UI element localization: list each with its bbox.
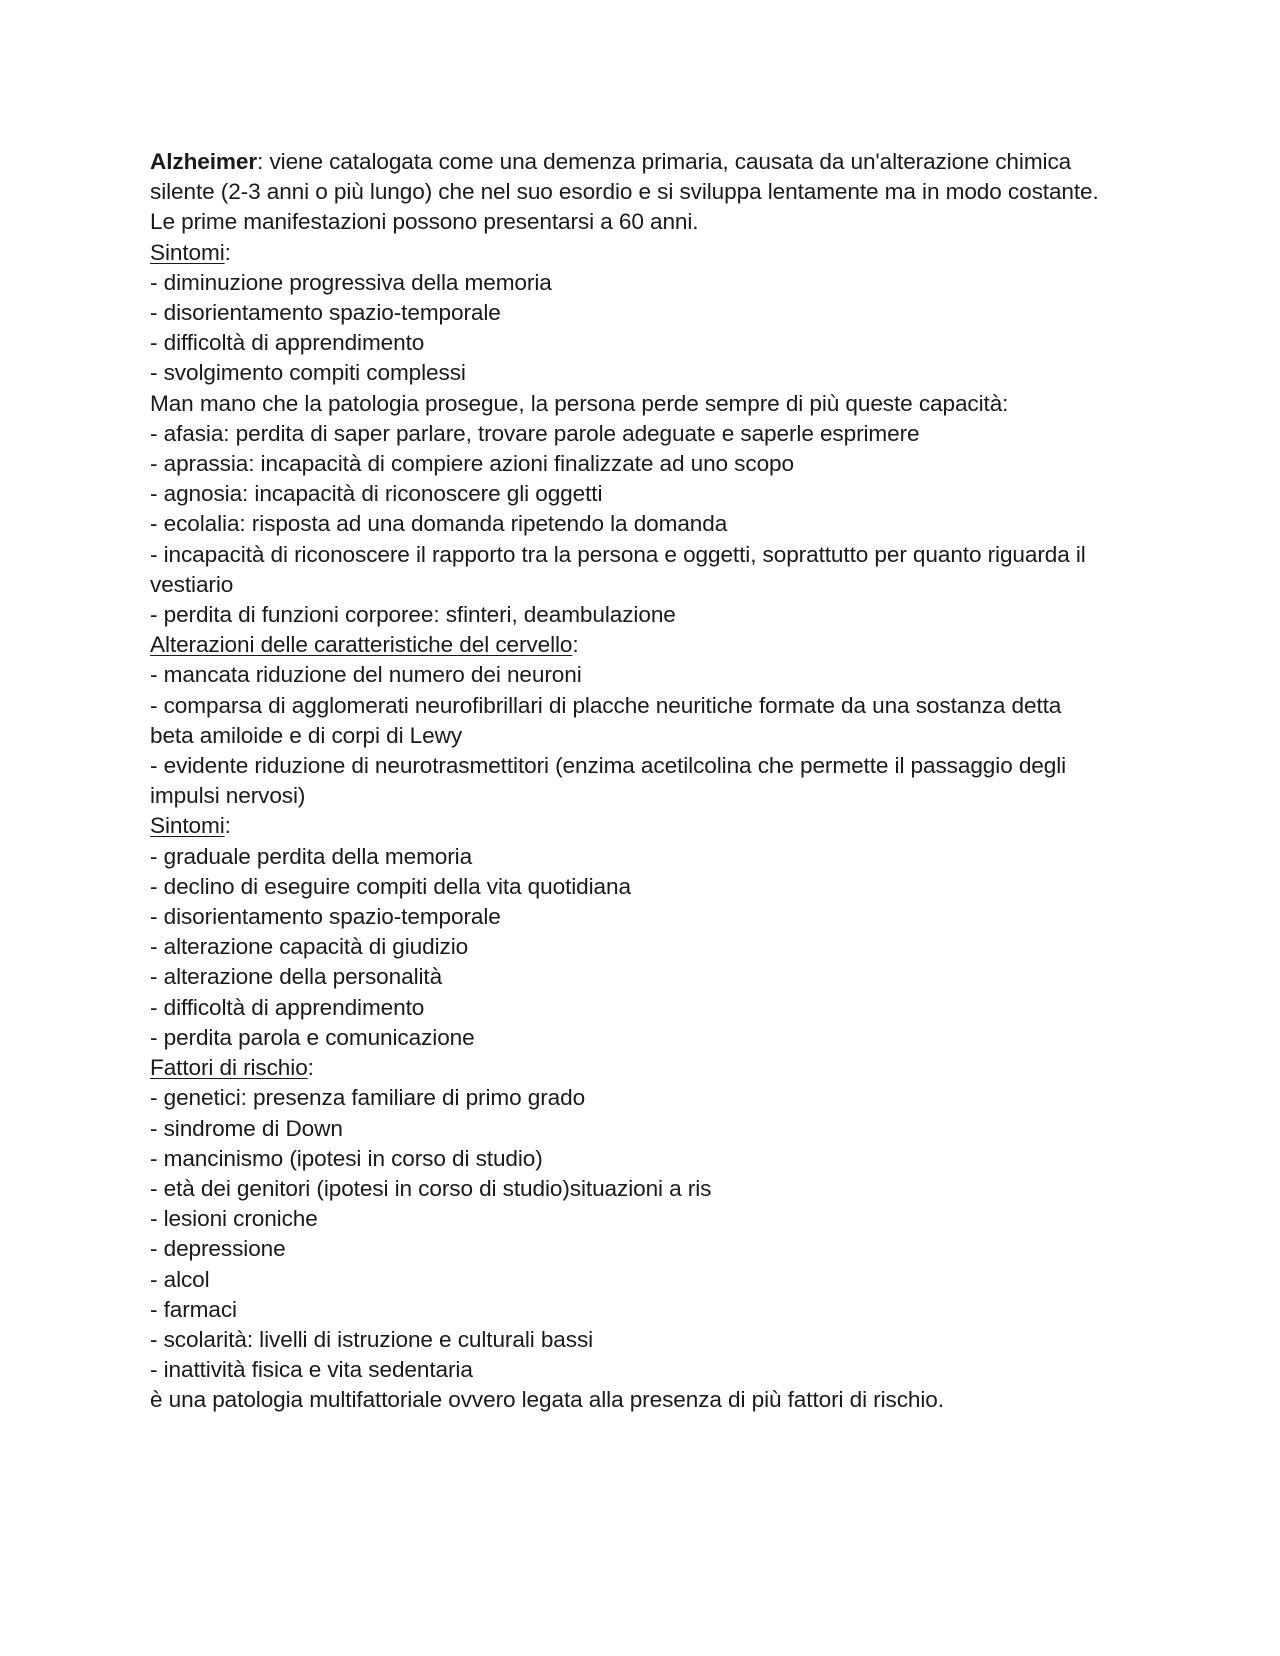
heading-text: Alterazioni delle caratteristiche del cervello [150, 632, 573, 658]
term-title: Alzheimer [150, 149, 258, 174]
intro-text: : viene catalogata come una demenza primaria, causata da un'alterazione chimica [257, 149, 1072, 174]
list-item: - inattività fisica e vita sedentaria [150, 1357, 473, 1383]
list-item: - mancinismo (ipotesi in corso di studio) [150, 1145, 543, 1171]
list-item: - genetici: presenza familiare di primo grado [150, 1085, 586, 1111]
progression-lead: Man mano che la patologia prosegue, la persona perde sempre di più queste capacità: [150, 390, 1009, 416]
list-item: - agnosia: incapacità di riconoscere gli oggetti [150, 481, 603, 507]
list-item-continuation: beta amiloide e di corpi di Lewy [150, 722, 463, 748]
list-item: - lesioni croniche [150, 1206, 318, 1232]
heading-text: Sintomi [150, 239, 225, 265]
list-item-continuation: impulsi nervosi) [150, 783, 306, 809]
list-item: - incapacità di riconoscere il rapporto tra la persona e oggetti, soprattutto per quanto riguarda il [150, 541, 1086, 567]
list-item: - perdita di funzioni corporee: sfinteri, deambulazione [150, 602, 676, 628]
intro-line-1 [150, 147, 1150, 177]
list-item: - alcol [150, 1266, 210, 1292]
section-heading-risk-factors: Fattori di rischio: [150, 1055, 314, 1081]
list-item: - ecolalia: risposta ad una domanda ripetendo la domanda [150, 511, 728, 537]
list-item: - evidente riduzione di neurotrasmettitori (enzima acetilcolina che permette il passaggio degli [150, 753, 1067, 779]
list-item: - disorientamento spazio-temporale [150, 300, 501, 326]
heading-text: Sintomi [150, 813, 225, 839]
list-item: - disorientamento spazio-temporale [150, 904, 501, 930]
list-item: - difficoltà di apprendimento [150, 994, 425, 1020]
list-item: - sindrome di Down [150, 1115, 343, 1141]
list-item: - aprassia: incapacità di compiere azioni finalizzate ad uno scopo [150, 451, 794, 477]
intro-line-3: Le prime manifestazioni possono presentarsi a 60 anni. [150, 209, 699, 235]
list-item: - afasia: perdita di saper parlare, trovare parole adeguate e saperle esprimere [150, 420, 920, 446]
list-item: - farmaci [150, 1296, 237, 1322]
list-item: - svolgimento compiti complessi [150, 360, 466, 386]
list-item: - diminuzione progressiva della memoria [150, 269, 552, 295]
list-item: - mancata riduzione del numero dei neuroni [150, 662, 582, 688]
list-item: - declino di eseguire compiti della vita quotidiana [150, 873, 631, 899]
list-item: - comparsa di agglomerati neurofibrillari di placche neuritiche formate da una sostanza detta [150, 692, 1062, 718]
section-heading-symptoms-2: Sintomi: [150, 813, 231, 839]
conclusion: è una patologia multifattoriale ovvero legata alla presenza di più fattori di rischio. [150, 1387, 944, 1413]
list-item: - alterazione della personalità [150, 964, 443, 990]
document-page [150, 147, 1150, 1416]
list-item: - perdita parola e comunicazione [150, 1024, 475, 1050]
list-item: - età dei genitori (ipotesi in corso di studio)situazioni a ris [150, 1175, 712, 1201]
list-item: - graduale perdita della memoria [150, 843, 473, 869]
list-item: - depressione [150, 1236, 286, 1262]
intro-line-2: silente (2-3 anni o più lungo) che nel suo esordio e si sviluppa lentamente ma in modo costante. [150, 179, 1099, 205]
section-heading-brain-changes: Alterazioni delle caratteristiche del cervello: [150, 632, 579, 658]
list-item: - difficoltà di apprendimento [150, 330, 425, 356]
list-item: - scolarità: livelli di istruzione e culturali bassi [150, 1326, 594, 1352]
heading-text: Fattori di rischio [150, 1055, 308, 1081]
list-item: - alterazione capacità di giudizio [150, 934, 469, 960]
list-item-continuation: vestiario [150, 571, 234, 597]
section-heading-symptoms: Sintomi: [150, 239, 231, 265]
